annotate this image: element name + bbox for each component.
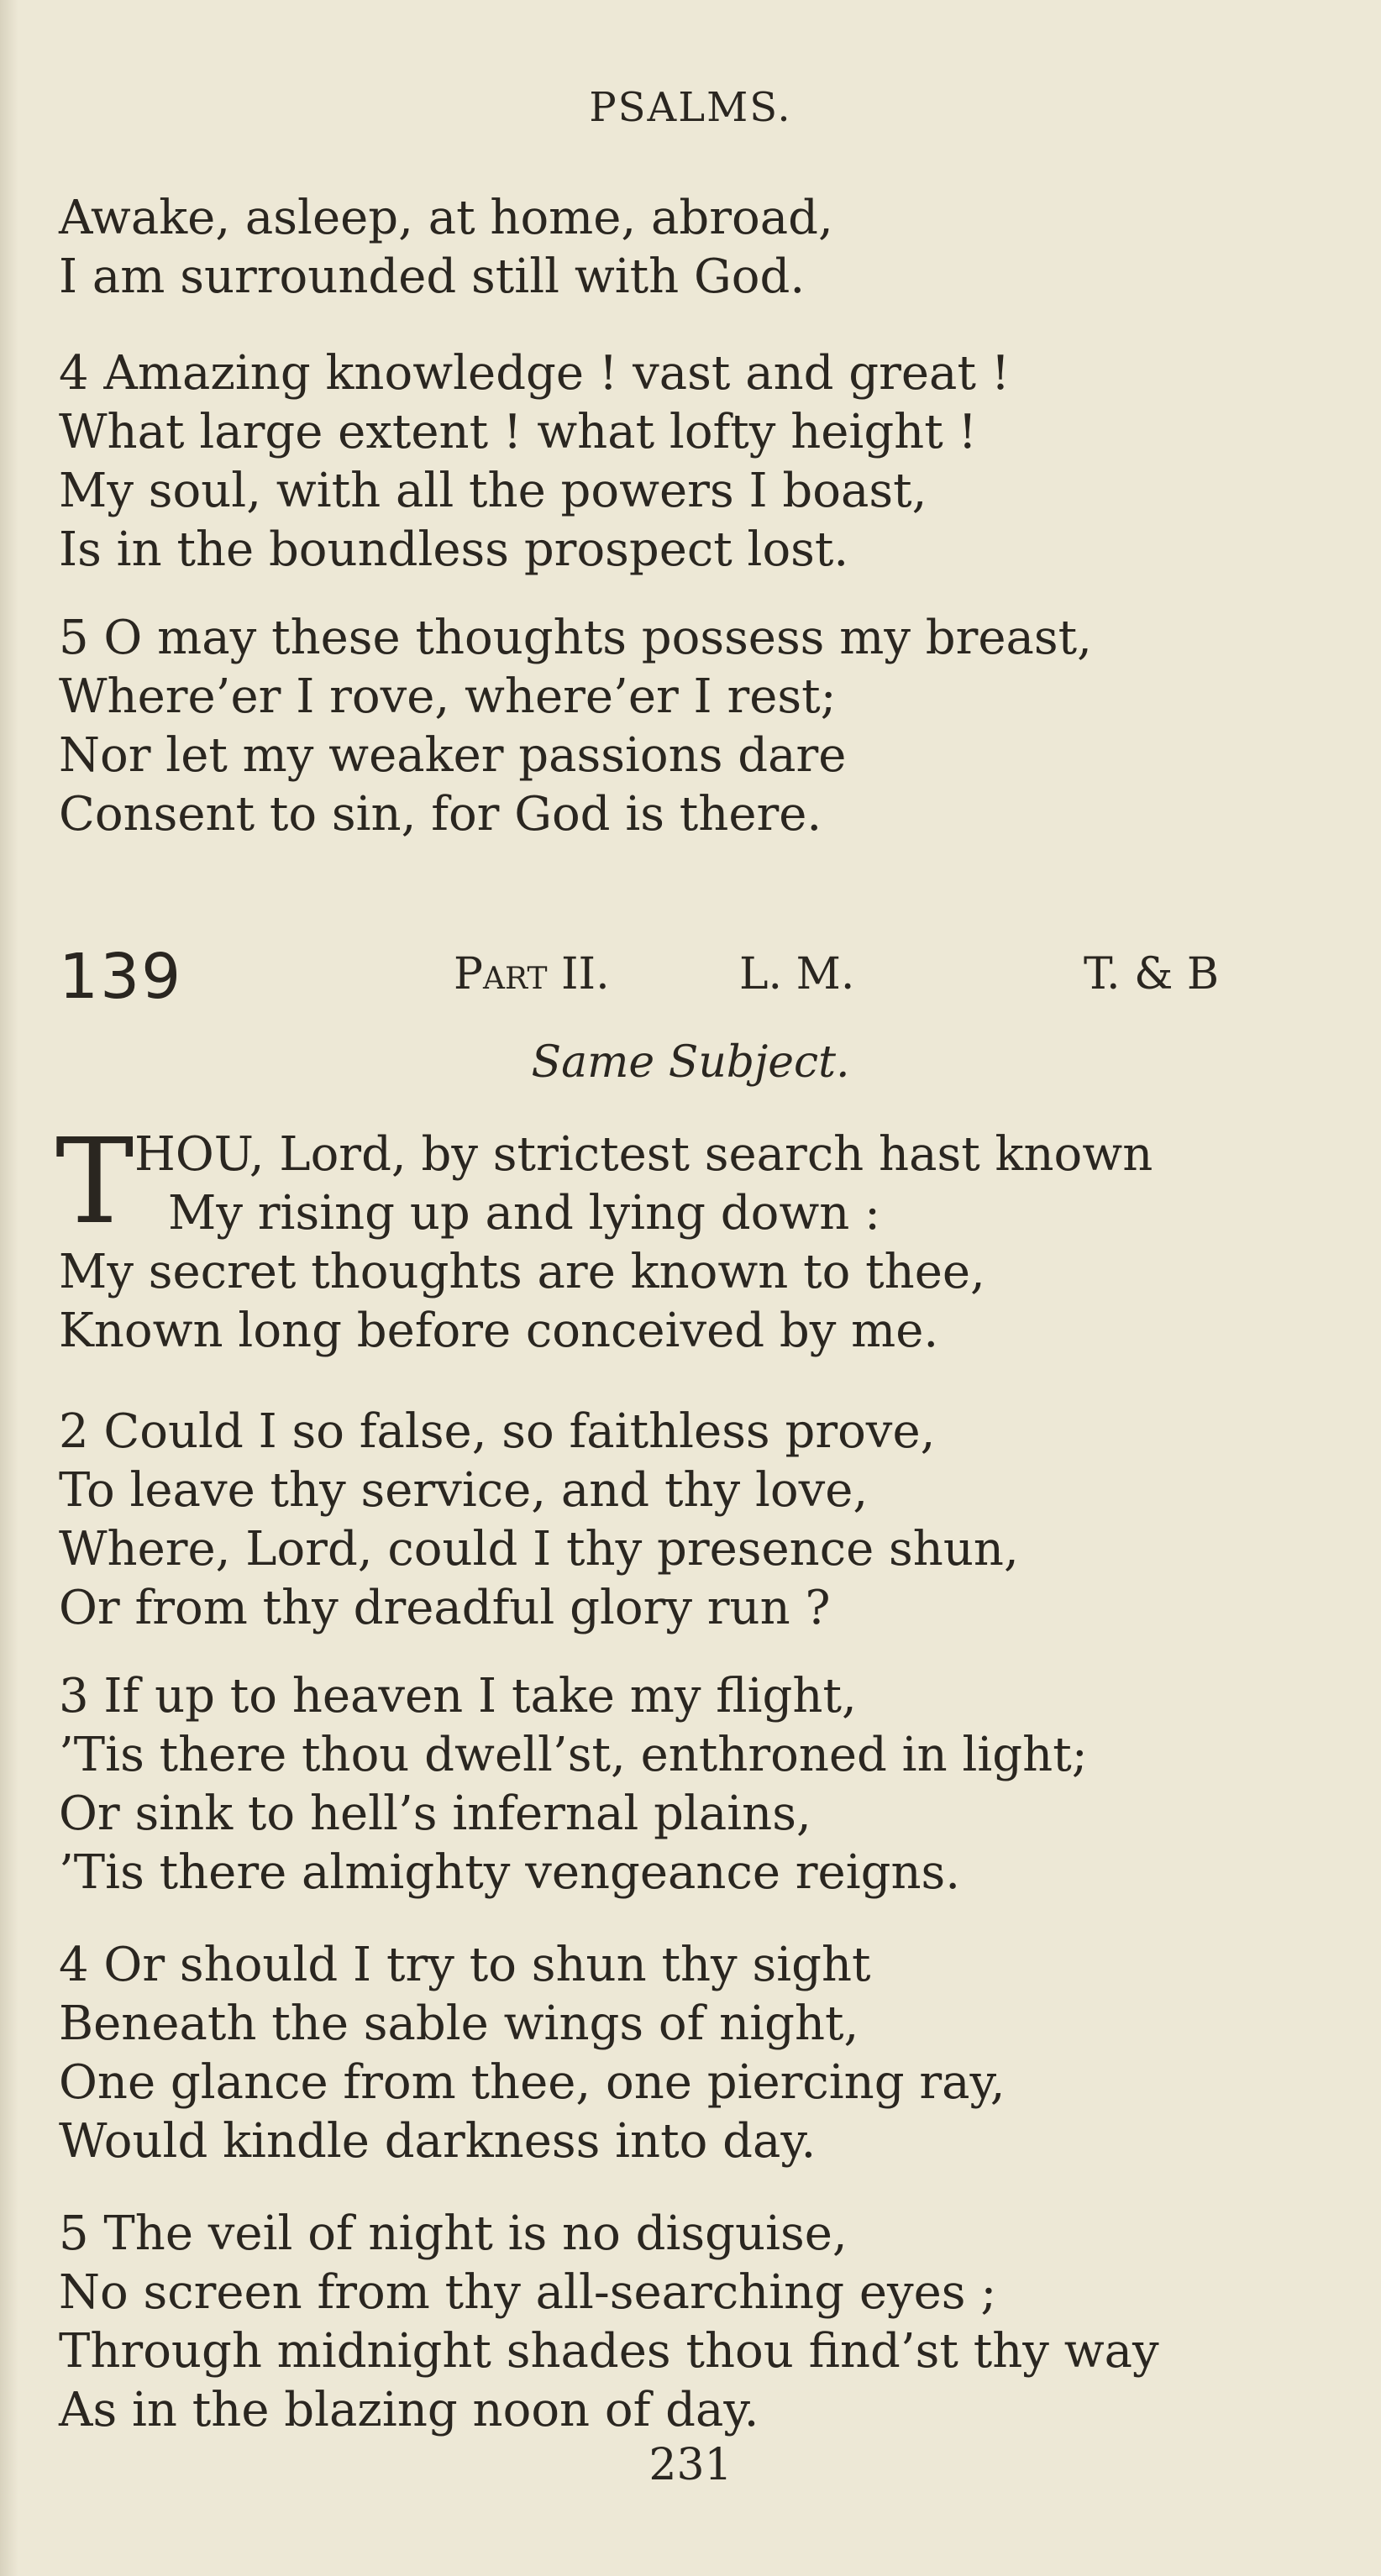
hymn-part: Part II. — [454, 949, 610, 999]
verse-line: Nor let my weaker passions dare — [59, 728, 847, 783]
verse-line: No screen from thy all-searching eyes ; — [59, 2265, 997, 2320]
running-head: PSALMS. — [589, 84, 792, 131]
verse-line: What large extent ! what lofty height ! — [59, 405, 978, 459]
verse-line: Consent to sin, for God is there. — [59, 787, 822, 842]
verse-line: I am surrounded still with God. — [59, 249, 806, 304]
verse-line: 4 Amazing knowledge ! vast and great ! — [59, 346, 1011, 401]
verse-line: Is in the boundless prospect lost. — [59, 522, 849, 577]
drop-cap: T — [55, 1114, 134, 1251]
verse-line: ’Tis there thou dwell’st, enthroned in light; — [59, 1728, 1088, 1782]
verse-line: To leave thy service, and thy love, — [59, 1463, 869, 1518]
verse-line: Would kindle darkness into day. — [59, 2114, 817, 2169]
verse-line: My rising up and lying down : — [168, 1186, 881, 1241]
hymn-number: 139 — [59, 941, 183, 1013]
verse-line-first: HOU, Lord, by strictest search hast known — [134, 1127, 1153, 1182]
verse-line: Through midnight shades thou find’st thy way — [59, 2324, 1159, 2379]
hymn-subject: Same Subject. — [531, 1037, 850, 1088]
verse-line: 3 If up to heaven I take my flight, — [59, 1669, 857, 1723]
verse-line: 5 The veil of night is no disguise, — [59, 2206, 848, 2261]
verse-line: 4 Or should I try to shun thy sight — [59, 1938, 871, 1992]
verse-line: My soul, with all the powers I boast, — [59, 464, 927, 518]
verse-line: My secret thoughts are known to thee, — [59, 1245, 985, 1299]
verse-line: 2 Could I so false, so faithless prove, — [59, 1404, 936, 1459]
hymn-tune: T. & B — [1084, 949, 1220, 999]
page-number: 231 — [648, 2440, 733, 2490]
hymn-meter: L. M. — [739, 949, 855, 999]
verse-line: Where’er I rove, where’er I rest; — [59, 669, 837, 724]
page-edge-shadow — [0, 0, 18, 2576]
verse-line: As in the blazing noon of day. — [59, 2383, 759, 2437]
verse-line: Known long before conceived by me. — [59, 1304, 939, 1358]
verse-line: Awake, asleep, at home, abroad, — [59, 191, 833, 245]
hymn-heading — [59, 941, 1277, 1016]
verse-line: Beneath the sable wings of night, — [59, 1996, 859, 2051]
verse-line: One glance from thee, one piercing ray, — [59, 2055, 1006, 2110]
verse-line: 5 O may these thoughts possess my breast, — [59, 611, 1092, 665]
verse-line: Where, Lord, could I thy presence shun, — [59, 1522, 1019, 1577]
verse-line: Or from thy dreadful glory run ? — [59, 1581, 831, 1635]
verse-line: Or sink to hell’s infernal plains, — [59, 1786, 811, 1841]
verse-line: ’Tis there almighty vengeance reigns. — [59, 1845, 961, 1900]
